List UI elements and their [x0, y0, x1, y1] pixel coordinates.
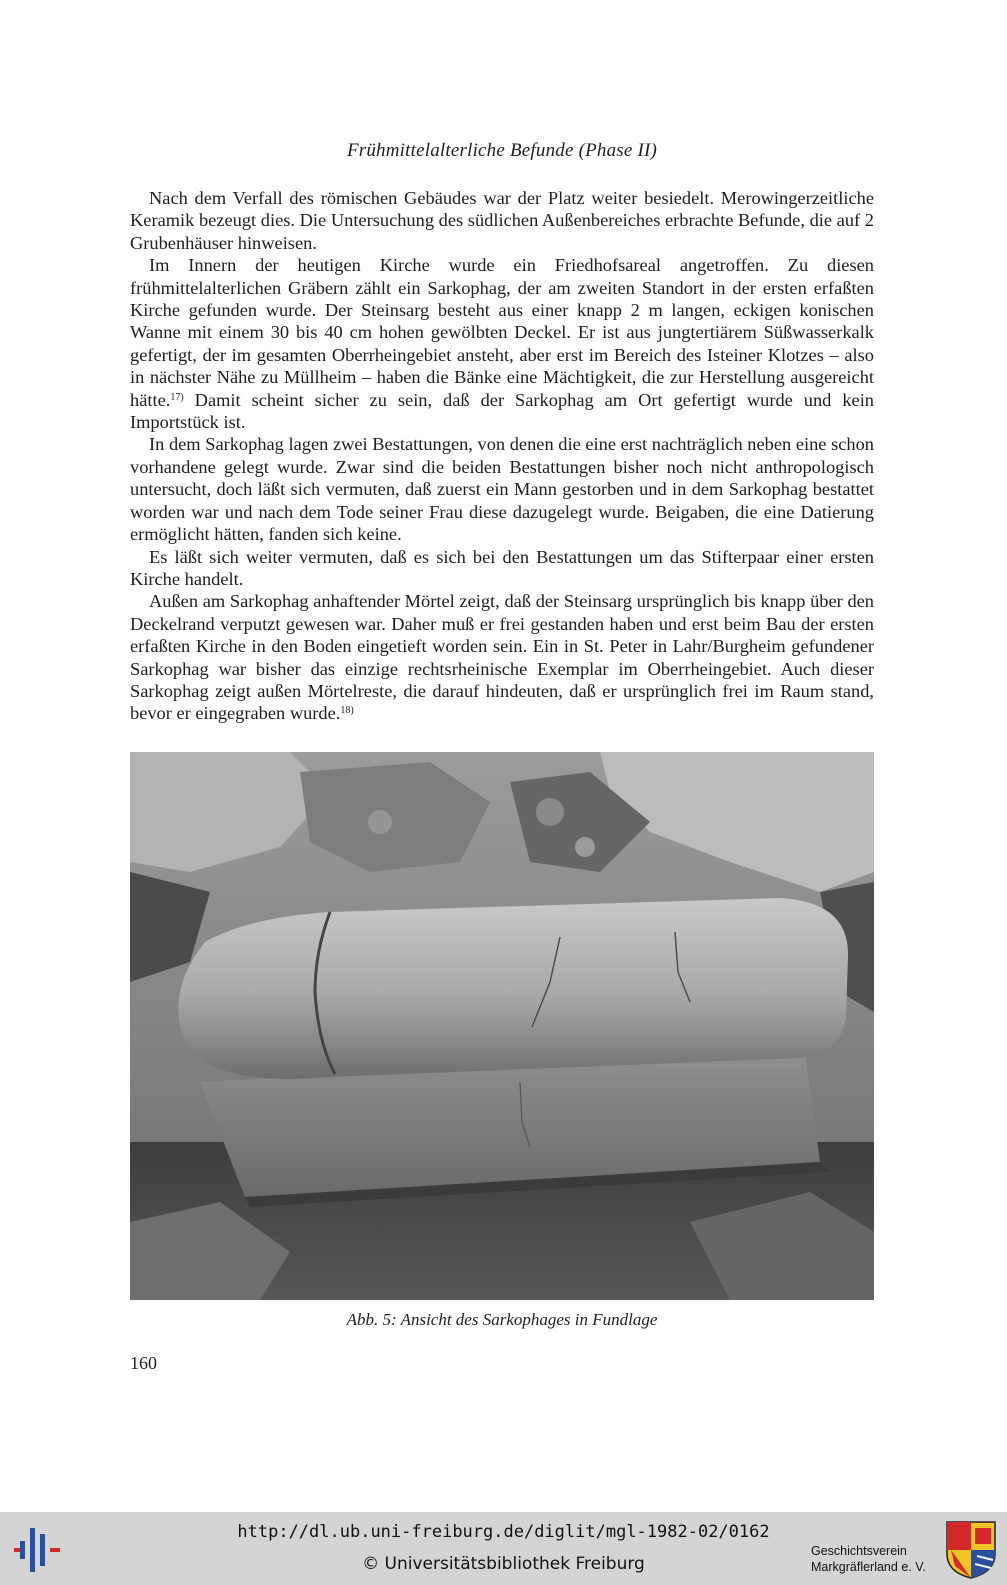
paragraph-text: Nach dem Verfall des römischen Gebäudes war der Platz weiter besiedelt. Merowingerzeitliche Keramik bezeugt dies. Die Untersuchung des südlichen Außenbereiches erbrachte Befunde, die auf 2 Grubenhäuser hinweisen. — [130, 188, 874, 253]
body-text — [130, 187, 874, 725]
society-name-line1: Geschichtsverein — [811, 1544, 907, 1558]
figure-caption: Abb. 5: Ansicht des Sarkophages in Fundlage — [346, 1310, 658, 1329]
footnote-ref: 17) — [170, 391, 184, 403]
coat-of-arms-icon[interactable] — [945, 1520, 997, 1580]
body-paragraph — [130, 546, 874, 591]
body-paragraph — [130, 254, 874, 433]
paragraph-text: Außen am Sarkophag anhaftender Mörtel zeigt, daß der Steinsarg ursprünglich bis knapp über den Deckelrand verputzt gewesen war. Daher muß er frei gestanden haben und erst beim Bau der ersten erfaßten Kirche in den Boden eingetieft worden sein. Ein in St. Peter in Lahr/Burgheim gefundener Sarkophag war bisher das einzige rechtsrheinische Exemplar im Oberrheingebiet. Auch dieser Sarkophag zeigt außen Mörtelreste, die darauf hindeuten, daß er ursprünglich frei im Raum stand, bevor er eingegraben wurde. — [130, 591, 874, 724]
society-name — [811, 1543, 941, 1575]
body-paragraph — [130, 187, 874, 254]
footnote-ref: 18) — [340, 705, 354, 717]
copyright-text: © Universitätsbibliothek Freiburg — [362, 1554, 645, 1574]
page-number: 160 — [130, 1353, 157, 1373]
running-head: Frühmittelalterliche Befunde (Phase II) — [346, 140, 658, 161]
society-name-line2: Markgräflerland e. V. — [811, 1560, 926, 1574]
paragraph-text: In dem Sarkophag lagen zwei Bestattungen, von denen die eine erst nachträglich neben eine schon vorhandene gelegt wurde. Zwar sind die beiden Bestattungen bisher noch nicht anthropologisch untersucht, doch läßt sich vermuten, daß zuerst ein Mann gestorben und in dem Sarkophag bestattet worden war und nach dem Tode seiner Frau diese dazugelegt wurde. Beigaben, die eine Datierung ermöglicht hätten, fanden sich keine. — [130, 434, 874, 545]
footer-bar — [0, 1512, 1007, 1585]
paragraph-text: Im Innern der heutigen Kirche wurde ein Friedhofsareal angetroffen. Zu diesen frühmittelalterlichen Gräbern zählt ein Sarkophag, der am zweiten Standort in der ersten erfaßten Kirche gefunden wurde. Der Steinsarg besteht aus einer knapp 2 m langen, eckigen konischen Wanne mit einem 30 bis 40 cm hohen gewölbten Deckel. Er ist aus jungtertiärem Süßwasserkalk gefertigt, der im gesamten Oberrheingebiet ansteht, aber erst im Bereich des Isteiner Klotzes – also in nächster Nähe zu Müllheim – haben die Bänke eine Mächtigkeit, die zur Herstellung ausgereicht hätte. — [130, 255, 874, 410]
body-paragraph — [130, 590, 874, 724]
paragraph-text: Damit scheint sicher zu sein, daß der Sarkophag am Ort gefertigt wurde und kein Importstück ist. — [130, 389, 874, 433]
sarcophagus-photo — [130, 752, 874, 1300]
body-paragraph — [130, 433, 874, 545]
paragraph-text: Es läßt sich weiter vermuten, daß es sich bei den Bestattungen um das Stifterpaar einer ersten Kirche handelt. — [130, 546, 874, 589]
document-url-link[interactable]: http://dl.ub.uni-freiburg.de/diglit/mgl-1982-02/0162 — [237, 1522, 770, 1542]
